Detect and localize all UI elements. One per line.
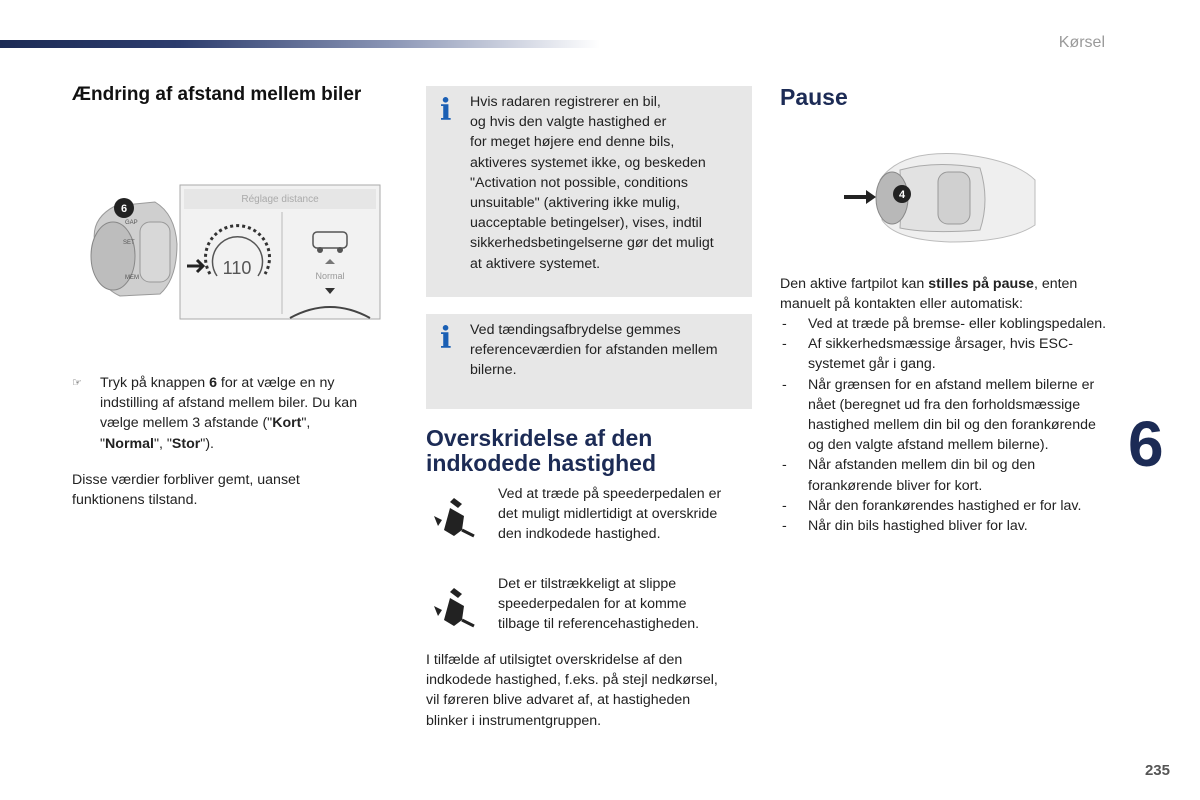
pause-switch-figure <box>840 150 1040 246</box>
svg-text:Normal: Normal <box>315 271 345 281</box>
overspeed-paragraph: I tilfælde af utilsigtet overskridelse af den indkodede hastighed, f.eks. på stejl nedkørsel, vil føreren blive advaret af, at hastigheden blinker i instrumentgruppen. <box>426 652 718 729</box>
list-item: - Ved at træde på bremse- eller koblingspedalen. <box>782 316 1107 332</box>
arrow-icon <box>844 190 876 204</box>
heading-distance: Ændring af afstand mellem biler <box>72 84 362 105</box>
info-box-radar: i Hvis radaren registrerer en bil, og hvis den valgte hastighed er for meget højere end denne bils, aktiveres systemet ikke, og beskeden "Activation not possible, conditions unsuitable" (aktivering ikke mulig, uacceptable betingelser), vises, indtil sikkerhedsbetingelserne gør det muligt at aktivere systemet. <box>426 86 752 297</box>
note-values-saved: Disse værdier forbliver gemt, uanset funktionens tilstand. <box>72 472 300 509</box>
steering-switch-illustration <box>91 198 177 296</box>
list-item: - Når afstanden mellem din bil og den forankørende bliver for kort. <box>782 457 1036 494</box>
svg-text:Réglage distance: Réglage distance <box>241 194 319 205</box>
info-icon: i <box>440 321 452 356</box>
svg-text:GAP: GAP <box>125 220 138 226</box>
hand-pointer-icon: ☞ <box>72 377 82 389</box>
chapter-number: 6 <box>1128 408 1164 480</box>
list-item: - Når grænsen for en afstand mellem bilerne er nået (beregnet ud fra den forholdsmæssige hastighed mellem din bil og den forankørende og den valgte afstand mellem bilerne). <box>782 376 1096 454</box>
svg-text:SET: SET <box>123 240 135 246</box>
list-item: - Når den forankørendes hastighed er for lav. <box>782 497 1082 514</box>
distance-setting-figure <box>85 184 381 320</box>
pause-conditions-list <box>780 314 1110 536</box>
header-color-bar <box>0 40 600 48</box>
svg-text:4: 4 <box>898 189 906 201</box>
svg-text:110: 110 <box>222 258 252 278</box>
heading-pause: Pause <box>780 84 848 110</box>
heading-overspeed: Overskridelse af den indkodede hastighed <box>426 425 657 476</box>
info-box-ignition: i Ved tændingsafbrydelse gemmes referenceværdien for afstanden mellem bilerne. <box>426 314 752 409</box>
overspeed-item-press: Ved at træde på speederpedalen er det muligt midlertidigt at overskride den indkodede hastighed. <box>498 486 722 543</box>
overspeed-item-release: Det er tilstrækkeligt at slippe speederpedalen for at komme tilbage til referencehastigheden. <box>498 576 700 633</box>
svg-text:MEM: MEM <box>125 275 139 281</box>
accelerator-pedal-press-icon <box>432 496 478 538</box>
step-press-button-6: ☞ Tryk på knappen 6 for at vælge en ny indstilling af afstand mellem biler. Du kan vælge mellem 3 afstande ("Kort", "Normal", "Stor"). <box>72 375 358 452</box>
page-number: 235 <box>1144 762 1170 779</box>
svg-text:6: 6 <box>120 203 128 215</box>
info-icon: i <box>440 93 452 128</box>
section-title: Kørsel <box>1058 34 1105 51</box>
pause-intro: Den aktive fartpilot kan stilles på pause, enten manuelt på kontakten eller automatisk: <box>780 276 1078 313</box>
list-item: - Af sikkerhedsmæssige årsager, hvis ESC-systemet går i gang. <box>782 336 1073 373</box>
accelerator-pedal-release-icon <box>432 586 478 628</box>
list-item: - Når din bils hastighed bliver for lav. <box>782 518 1028 535</box>
